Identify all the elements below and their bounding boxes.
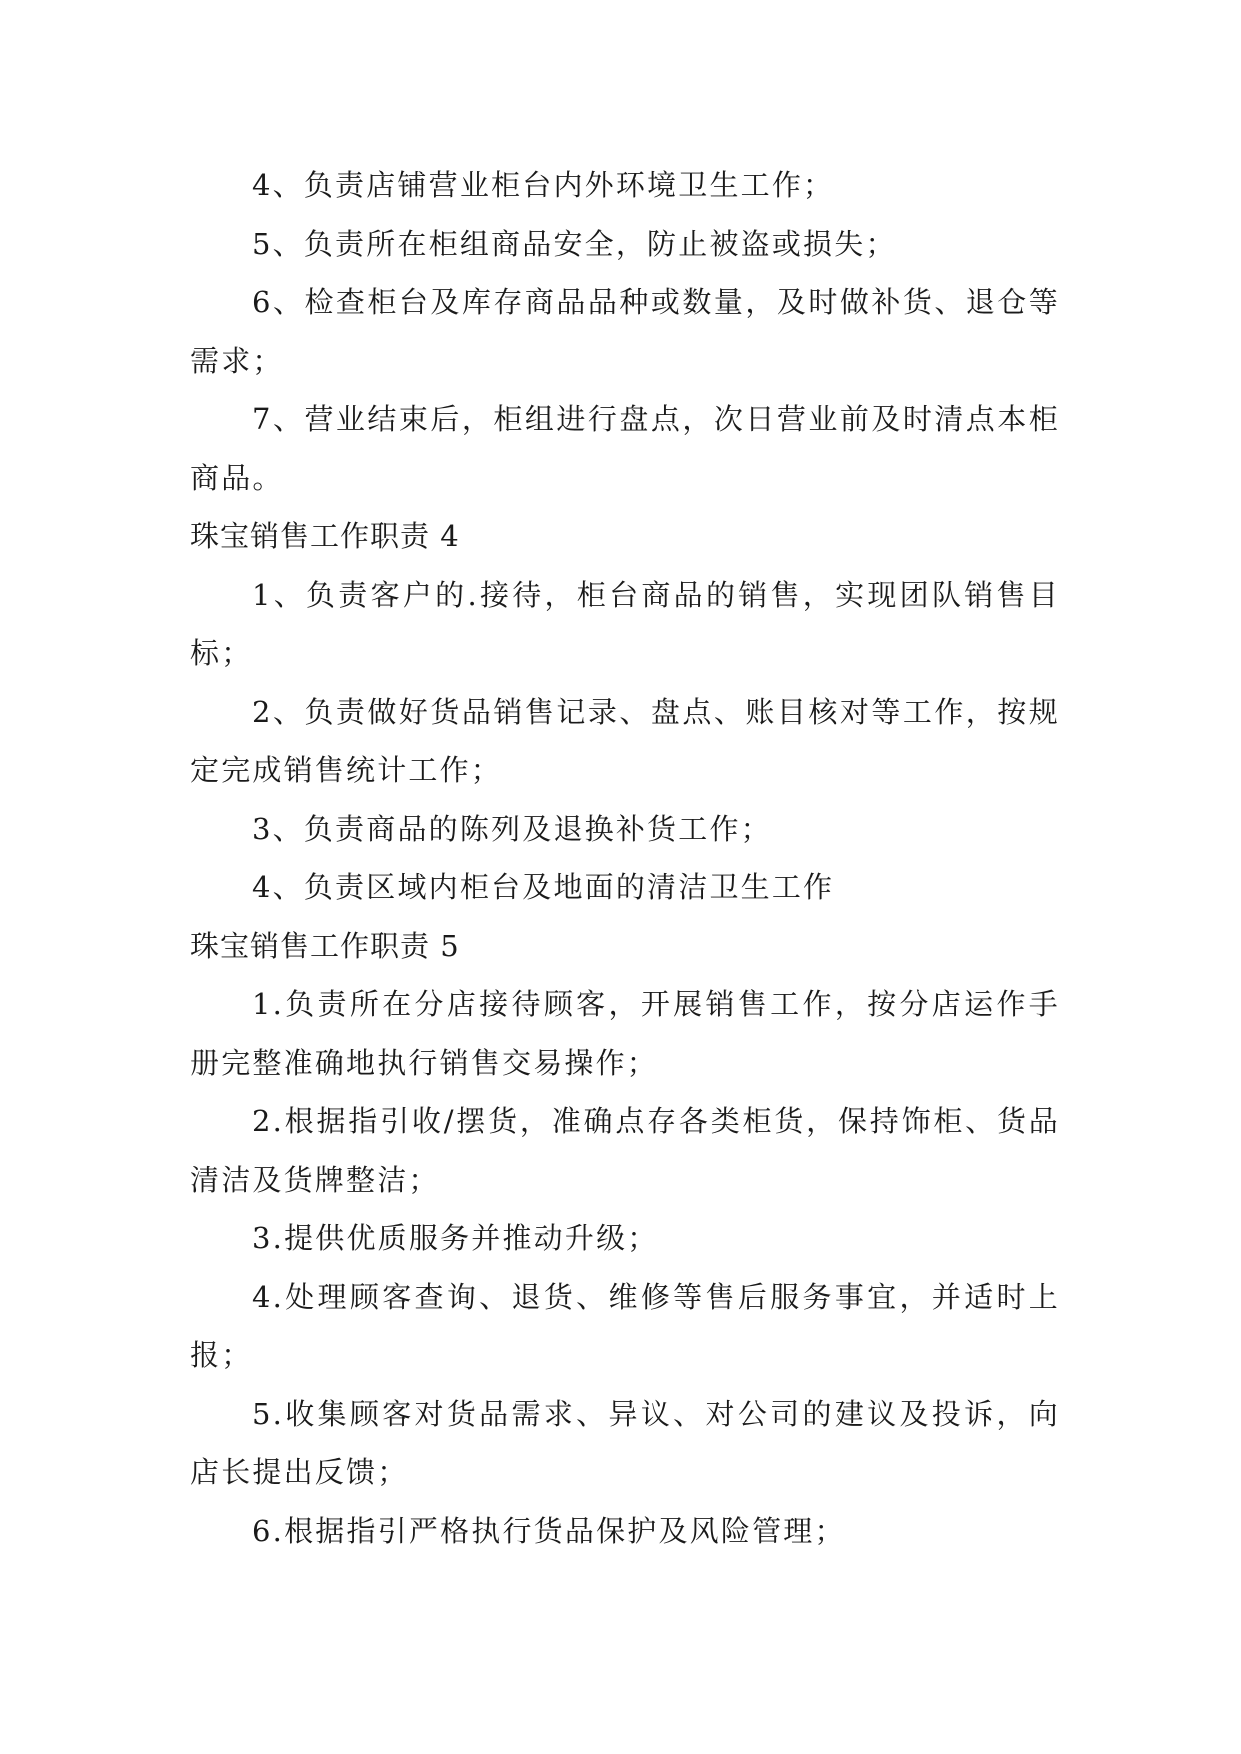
list-item: 1.负责所在分店接待顾客，开展销售工作，按分店运作手册完整准确地执行销售交易操作； [190,987,1060,1080]
list-item: 2.根据指引收/摆货，准确点存各类柜货，保持饰柜、货品清洁及货牌整洁； [190,1104,1060,1197]
list-item: 6、检查柜台及库存商品品种或数量，及时做补货、退仓等需求； [190,285,1060,378]
document-body [190,156,1060,1560]
list-item: 4、负责区域内柜台及地面的清洁卫生工作 [252,870,835,904]
section-heading: 珠宝销售工作职责 4 [190,519,460,553]
list-item: 5.收集顾客对货品需求、异议、对公司的建议及投诉，向店长提出反馈； [190,1396,1060,1489]
list-item: 3.提供优质服务并推动升级； [252,1221,659,1255]
list-item: 1、负责客户的.接待，柜台商品的销售，实现团队销售目标； [190,577,1060,670]
list-item: 2、负责做好货品销售记录、盘点、账目核对等工作，按规定完成销售统计工作； [190,694,1060,787]
list-item: 5、负责所在柜组商品安全，防止被盗或损失； [252,226,897,261]
list-item: 3、负责商品的陈列及退换补货工作； [252,811,772,846]
list-item: 6.根据指引严格执行货品保护及风险管理； [252,1513,846,1548]
list-item: 4.处理顾客查询、退货、维修等售后服务事宜，并适时上报； [190,1279,1060,1372]
section-heading: 珠宝销售工作职责 5 [190,928,460,963]
list-item: 4、负责店铺营业柜台内外环境卫生工作； [252,168,835,202]
list-item: 7、营业结束后，柜组进行盘点，次日营业前及时清点本柜商品。 [190,402,1060,495]
